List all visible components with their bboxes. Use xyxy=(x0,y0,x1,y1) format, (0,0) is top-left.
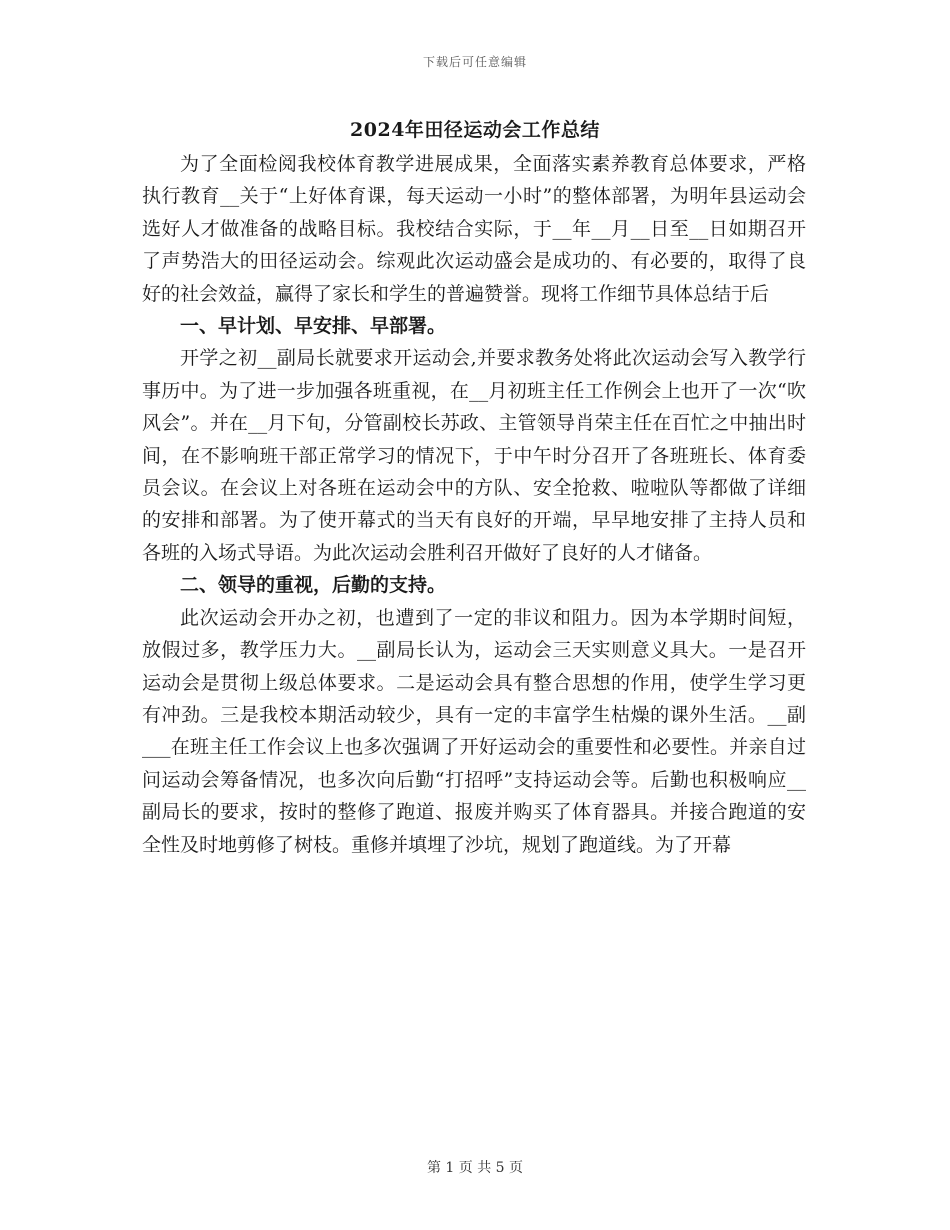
page-number-footer: 第 1 页 共 5 页 xyxy=(426,1160,524,1176)
intro-paragraph: 为了全面检阅我校体育教学进展成果，全面落实素养教育总体要求，严格执行教育__关于“上好体育课，每天运动一小时”的整体部署，为明年县运动会选好人才做准备的战略目标。我校结合实际，于__年__月__日至__日如期召开了声势浩大的田径运动会。综观此次运动盛会是成功的、有必要的，取得了良好的社会效益，赢得了家长和学生的普遍赞誉。现将工作细节具体总结于后 xyxy=(142,153,806,305)
page-header-note: 下载后可任意编辑 xyxy=(422,55,527,69)
section-1-paragraph: 开学之初__副局长就要求开运动会,并要求教务处将此次运动会写入教学行事历中。为了进一步加强各班重视，在__月初班主任工作例会上也开了一次“吹风会”。并在__月下旬，分管副校长苏政、主管领导肖荣主任在百忙之中抽出时间，在不影响班干部正常学习的情况下，于中午时分召开了各班班长、体育委员会议。在会议上对各班在运动会中的方队、安全抢救、啦啦队等都做了详细的安排和部署。为了使开幕式的当天有良好的开端，早早地安排了主持人员和各班的入场式导语。为此次运动会胜利召开做好了良好的人才储备。 xyxy=(142,347,806,564)
section-2-heading: 二、领导的重视，后勤的支持。 xyxy=(180,574,447,597)
section-2-paragraph: 此次运动会开办之初，也遭到了一定的非议和阻力。因为本学期时间短，放假过多，教学压力大。__副局长认为，运动会三天实则意义具大。一是召开运动会是贯彻上级总体要求。二是运动会具有整合思想的作用，使学生学习更有冲劲。三是我校本期活动较少，具有一定的丰富学生枯燥的课外生活。__副___在班主任工作会议上也多次强调了开好运动会的重要性和必要性。并亲自过问运动会筹备情况，也多次向后勤“打招呼”支持运动会等。后勤也积极响应__副局长的要求，按时的整修了跑道、报废并购买了体育器具。并接合跑道的安全性及时地剪修了树枝。重修并填埋了沙坑，规划了跑道线。为了开幕 xyxy=(142,606,806,856)
document-body xyxy=(142,148,806,861)
document-title: 2024年田径运动会工作总结 xyxy=(350,119,600,141)
section-1-heading: 一、早计划、早安排、早部署。 xyxy=(180,315,447,338)
